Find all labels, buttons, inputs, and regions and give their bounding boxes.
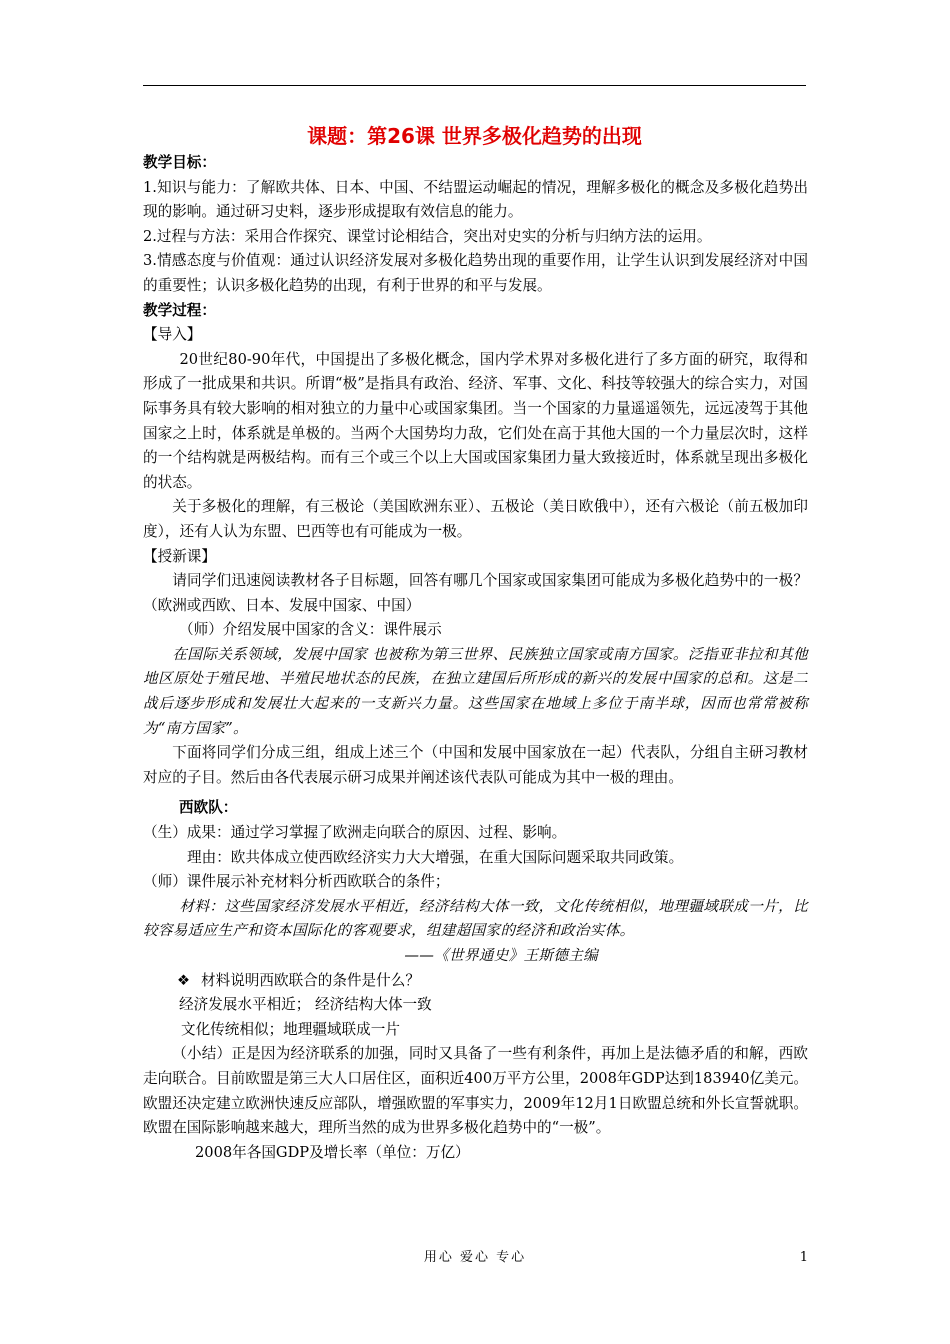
page-title: 课题：第26课 世界多极化趋势的出现 <box>307 124 642 148</box>
teacher-material-intro: （师）课件展示补充材料分析西欧联合的条件； <box>143 873 450 891</box>
intro-paragraph-2: 关于多极化的理解，有三极论（美国欧洲东亚）、五极论（美日欧俄中），还有六极论（前五极加印度），还有人认为东盟、巴西等也有可能成为一极。 <box>143 498 808 540</box>
answer-line-2: 文化传统相似；地理疆域联成一片 <box>181 1020 400 1038</box>
answer-line-1: 经济发展水平相近； 经济结构大体一致 <box>179 996 432 1014</box>
question-item <box>143 969 808 994</box>
document-body <box>143 151 808 1165</box>
goal-3: 3.情感态度与价值观：通过认识经济发展对多极化趋势出现的重要作用，让学生认识到发展经济对中国的重要性；认识多极化趋势的出现，有利于世界的和平与发展。 <box>143 252 808 294</box>
goal-1: 1.知识与能力：了解欧共体、日本、中国、不结盟运动崛起的情况，理解多极化的概念及多极化趋势出现的影响。通过研习史料，逐步形成提取有效信息的能力。 <box>143 178 808 221</box>
diamond-bullet-icon: ❖ <box>177 971 191 989</box>
western-europe-reason: 理由：欧共体成立使西欧经济实力大大增强，在重大国际问题采取共同政策。 <box>187 848 684 866</box>
page-number: 1 <box>799 1250 808 1265</box>
goal-2: 2.过程与方法：采用合作探究、课堂讨论相结合，突出对史实的分析与归纳方法的运用。 <box>143 227 712 245</box>
goals-heading: 教学目标： <box>143 154 216 171</box>
lesson-paragraph-2: （师）介绍发展中国家的含义：课件展示 <box>179 621 442 639</box>
summary-paragraph: （小结）正是因为经济联系的加强，同时又具备了一些有利条件，再加上是法德矛盾的和解，西欧走向联合。目前欧盟是第三大人口居住区，面积近400万平方公里，2008年GDP达到183940亿美元。欧盟还决定建立欧洲快速反应部队，增强欧盟的军事实力，2009年12月1日欧盟总统和外长宣誓就职。欧盟在国际影响越来越大，理所当然的成为世界多极化趋势中的“一极”。 <box>143 1045 808 1137</box>
western-europe-result: （生）成果：通过学习掌握了欧洲走向联合的原因、过程、影响。 <box>143 824 567 842</box>
lesson-heading: 【授新课】 <box>143 547 216 565</box>
footer-motto: 用心 爱心 专心 <box>423 1250 527 1265</box>
intro-paragraph-1: 20世纪80-90年代，中国提出了多极化概念，国内学术界对多极化进行了多方面的研究，取得和形成了一批成果和共识。所谓“极”是指具有政治、经济、军事、文化、科技等较强大的综合实力，对国际事务具有较大影响的相对独立的力量中心或国家集团。当一个国家的力量遥遥领先，远远凌驾于其他国家之上时，体系就是单极的。当两个大国势均力敌，它们处在高于其他大国的一个力量层次时，这样的一个结构就是两极结构。而有三个或三个以上大国或国家集团力量大致接近时，体系就呈现出多极化的状态。 <box>143 350 808 491</box>
process-heading: 教学过程： <box>143 301 216 319</box>
developing-countries-definition: 在国际关系领域，发展中国家 也被称为第三世界、民族独立国家或南方国家。泛指亚非拉和其他地区原处于殖民地、半殖民地状态的民族，在独立建国后所形成的新兴的发展中国家的总和。这是二战后逐步形成和发展壮大起来的一支新兴力量。这些国家在地域上多位于南半球，因而也常常被称为“南方国家”。 <box>143 645 808 737</box>
header-rule <box>143 85 806 86</box>
gdp-table-caption: 2008年各国GDP及增长率（单位：万亿） <box>195 1143 470 1161</box>
material-source: ——《世界通史》王斯德主编 <box>404 947 598 964</box>
material-quote: 材料：这些国家经济发展水平相近，经济结构大体一致，文化传统相似，地理疆域联成一片，比较容易适应生产和资本国际化的客观要求，组建超国家的经济和政治实体。 <box>143 897 808 940</box>
lesson-paragraph-1: 请同学们迅速阅读教材各子目标题，回答有哪几个国家或国家集团可能成为多极化趋势中的一极？（欧洲或西欧、日本、发展中国家、中国） <box>143 572 808 614</box>
lesson-paragraph-4: 下面将同学们分成三组，组成上述三个（中国和发展中国家放在一起）代表队，分组自主研习教材对应的子目。然后由各代表展示研习成果并阐述该代表队可能成为其中一极的理由。 <box>143 744 808 786</box>
intro-heading: 【导入】 <box>143 326 202 344</box>
question-text: 材料说明西欧联合的条件是什么？ <box>201 971 420 989</box>
western-europe-heading: 西欧队： <box>179 799 238 817</box>
